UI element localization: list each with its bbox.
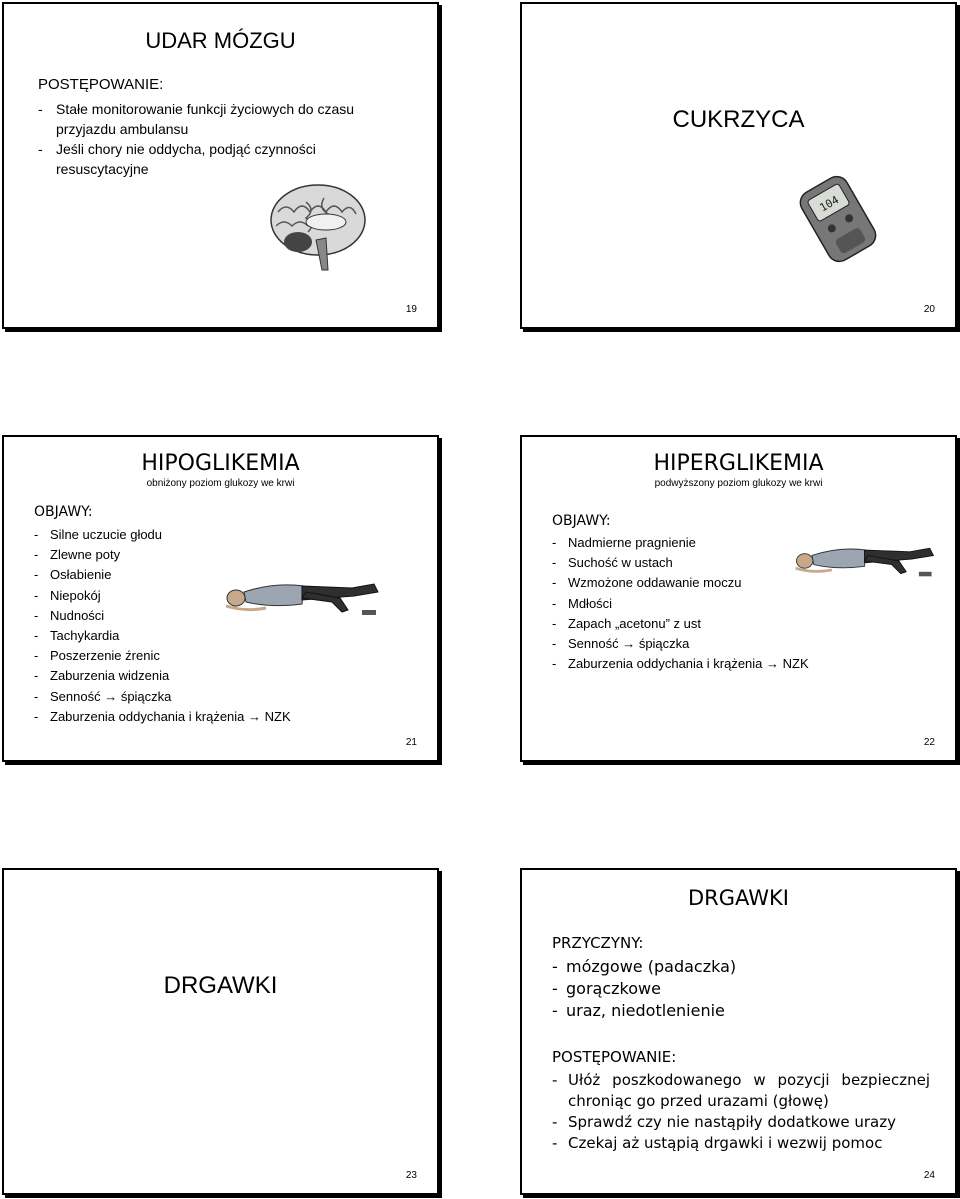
- list-item: - Tachykardia: [34, 628, 120, 644]
- list-item: - Osłabienie: [34, 567, 112, 583]
- slide-22: [520, 435, 957, 762]
- list-item: - Mdłości: [552, 595, 613, 611]
- list-item: - Zapach „acetonu” z ust: [552, 615, 701, 631]
- list-item: - Jeśli chory nie oddycha, podjąć czynności resuscytacyjne: [38, 141, 316, 177]
- slide-21: [2, 435, 439, 762]
- slide-number: 20: [923, 304, 935, 315]
- slide-subtitle: podwyższony poziom glukozy we krwi: [654, 478, 823, 489]
- slide-subtitle: obniżony poziom glukozy we krwi: [146, 478, 295, 489]
- slide-number: 19: [405, 304, 417, 315]
- slide-23: [2, 868, 439, 1195]
- slide-number: 24: [923, 1170, 935, 1181]
- slide-title: UDAR MÓZGU: [145, 28, 296, 53]
- list-item: - Zaburzenia oddychania i krążenia → NZK: [34, 708, 291, 724]
- slide-title: DRGAWKI: [163, 972, 278, 999]
- list-item: - Wzmożone oddawanie moczu: [552, 575, 742, 591]
- symptoms-list: [34, 525, 334, 727]
- list-item: - Senność → śpiączka: [552, 636, 690, 652]
- list-item: - gorączkowe: [552, 979, 661, 998]
- svg-text:104: 104: [817, 193, 842, 215]
- section-label: OBJAWY:: [34, 504, 93, 520]
- slide-number: 21: [405, 737, 417, 748]
- list-item: - Stałe monitorowanie funkcji życiowych do czasu przyjazdu ambulansu: [38, 101, 355, 137]
- slide-19: [2, 2, 439, 329]
- list-item: - Niepokój: [34, 587, 101, 603]
- causes-label: PRZYCZYNY:: [552, 934, 644, 952]
- list-item: - Sprawdź czy nie nastąpiły dodatkowe urazy: [552, 1113, 896, 1131]
- list-item: - Poszerzenie źrenic: [34, 648, 160, 664]
- slide-24: [520, 868, 957, 1195]
- list-item: - Ułóż poszkodowanego w pozycji bezpiecznej chroniąc go przed urazami (głowę): [552, 1071, 930, 1110]
- slide-number: 22: [923, 737, 935, 748]
- slide-number: 23: [405, 1170, 417, 1181]
- list-item: - uraz, niedotlenienie: [552, 1001, 725, 1020]
- list-item: - Silne uczucie głodu: [34, 527, 163, 542]
- slide-title: CUKRZYCA: [672, 106, 805, 133]
- list-item: - mózgowe (padaczka): [552, 957, 737, 976]
- list-item: - Zaburzenia oddychania i krążenia → NZK: [552, 656, 809, 672]
- slide-title: HIPOGLIKEMIA: [141, 451, 300, 476]
- list-item: - Suchość w ustach: [552, 555, 673, 571]
- list-item: - Zaburzenia widzenia: [34, 668, 170, 684]
- causes-list: [552, 956, 942, 1022]
- procedure-list: [38, 99, 408, 179]
- list-item: - Senność → śpiączka: [34, 688, 172, 704]
- brain-illustration: [268, 182, 368, 274]
- list-item: - Nudności: [34, 607, 105, 623]
- procedure-list: [552, 1070, 930, 1154]
- list-item: - Zlewne poty: [34, 547, 121, 563]
- procedure-label: POSTĘPOWANIE:: [552, 1048, 677, 1066]
- list-item: - Nadmierne pragnienie: [552, 535, 696, 550]
- recovery-position-illustration: [792, 537, 937, 583]
- recovery-position-illustration: [222, 572, 382, 622]
- slide-title: HIPERGLIKEMIA: [653, 451, 824, 476]
- section-label: POSTĘPOWANIE:: [38, 76, 164, 93]
- glucometer-illustration: [784, 174, 892, 264]
- slide-20: [520, 2, 957, 329]
- slide-title: DRGAWKI: [688, 886, 789, 910]
- list-item: - Czekaj aż ustąpią drgawki i wezwij pomoc: [552, 1134, 883, 1152]
- section-label: OBJAWY:: [552, 513, 611, 529]
